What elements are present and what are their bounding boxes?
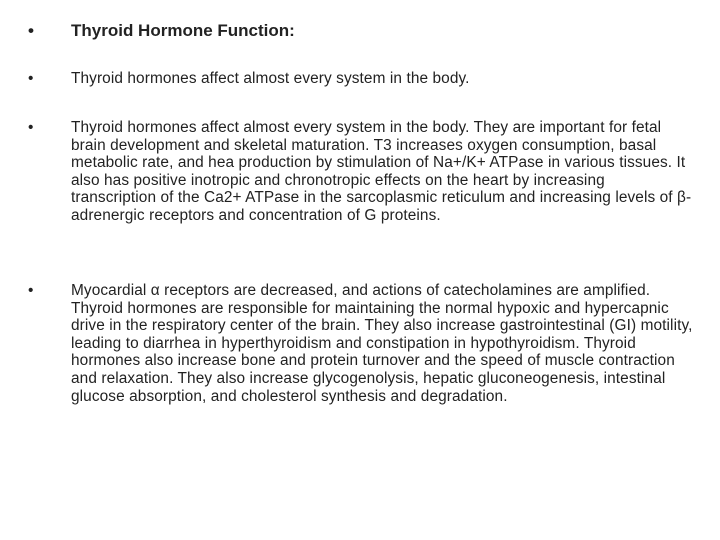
bullet-icon: • [28,21,34,40]
bullet-icon: • [28,70,34,87]
bullet-text: Thyroid hormones affect almost every system in the body. They are important for fetal brain development and skeletal maturation. T3 increases oxygen consumption, basal metabolic rate, and hea production by stimulation of Na+/K+ ATPase in various tissues. It also has positive inotropic and chronotropic effects on the heart by increasing transcription of the Ca2+ ATPase in the sarcoplasmic reticulum and increasing levels of β-adrenergic receptors and concentration of G proteins. [71,119,692,224]
slide-heading: Thyroid Hormone Function: [71,21,295,40]
bullet-text: Myocardial α receptors are decreased, and actions of catecholamines are amplified. Thyroid hormones are responsible for maintaining the normal hypoxic and hypercapnic drive in the respiratory center of the brain. They also increase gastrointestinal (GI) motility, leading to diarrhea in hyperthyroidism and constipation in hypothyroidism. Thyroid hormones also increase bone and protein turnover and the speed of muscle contraction and relaxation. They also increase glycogenolysis, hepatic gluconeogenesis, intestinal glucose absorption, and cholesterol synthesis and degradation. [71,282,693,405]
bullet-text: Thyroid hormones affect almost every system in the body. [71,70,470,87]
bullet-item [28,282,693,405]
heading-bullet [28,20,693,42]
bullet-item [28,119,693,225]
bullet-icon: • [28,282,34,299]
bullet-icon: • [28,119,34,136]
bullet-item [28,70,693,88]
